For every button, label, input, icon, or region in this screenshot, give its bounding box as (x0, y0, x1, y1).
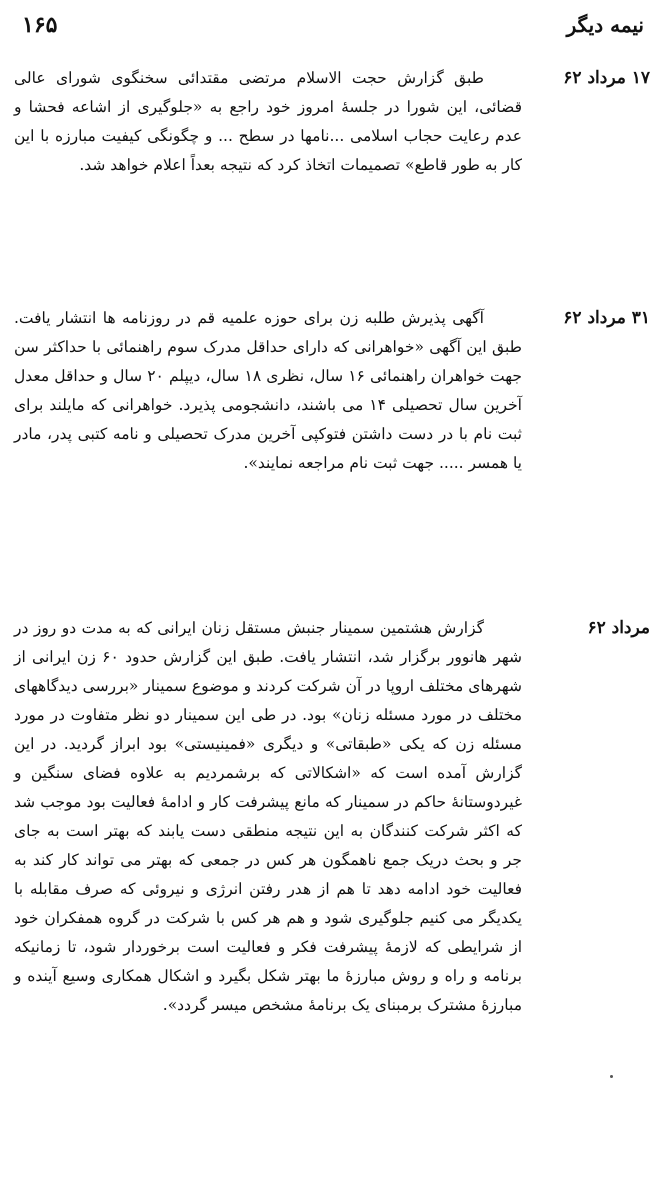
entry-body (14, 304, 522, 478)
entry-date: ۳۱ مرداد ۶۲ (563, 308, 650, 328)
margin-mark (610, 1075, 613, 1078)
entry-date: ۱۷ مرداد ۶۲ (563, 68, 650, 88)
entry-text: طبق گزارش حجت الاسلام مرتضی مقتدائی سخنگوی شورای عالی قضائی، این شورا در جلسهٔ امروز خود راجع به «جلوگیری از اشاعه فحشا و عدم رعایت حجاب اسلامی ...نامها در سطح ... و چگونگی کیفیت مبارزه با این کار به طور قاطع» تصمیمات اتخاذ کرد که نتیجه بعداً اعلام خواهد شد. (14, 69, 522, 174)
entry-date: مرداد ۶۲ (587, 618, 650, 638)
entry-body (14, 64, 522, 180)
entry-body (14, 614, 522, 1020)
page-header (22, 8, 644, 42)
page-number: ۱۶۵ (22, 12, 58, 38)
book-title: نیمه دیگر (566, 13, 644, 37)
entry-text: آگهی پذیرش طلبه زن برای حوزه علمیه قم در روزنامه ها انتشار یافت. طبق این آگهی «خواهرانی که دارای حداقل مدرک سوم راهنمائی با حداکثر سن جهت خواهران راهنمائی ۱۶ سال، نظری ۱۸ سال، دیپلم ۲۰ سال و حداقل معدل آخرین سال تحصیلی ۱۴ می باشند، دانشجومی پذیرد. خواهرانی که مایلند برای ثبت نام با در دست داشتن فتوکپی آخرین مدرک تحصیلی و نامه کتبی پدر، مادر یا همسر ..... جهت ثبت نام مراجعه نمایند». (14, 309, 522, 472)
entry-text: گزارش هشتمین سمینار جنبش مستقل زنان ایرانی که به مدت دو روز در شهر هانوور برگزار شد، انتشار یافت. طبق این گزارش حدود ۶۰ زن ایرانی از شهرهای مختلف اروپا در آن شرکت کردند و موضوع سمینار «بررسی دیدگاههای مختلف در مورد مسئله زنان» بود. در طی این سمینار دو نظر متفاوت در مورد مسئله زن که یکی «طبقاتی» و دیگری «فمینیستی» بود ابراز گردید. در این گزارش آمده است که «اشکالاتی که برشمردیم به علاوه فضای سنگین و غیردوستانهٔ حاکم در سمینار که مانع پیشرفت کار و ادامهٔ فعالیت بود موجب شد که اکثر شرکت کنندگان به این نتیجه منطقی دست یابند که بهتر است به جای جر و بحث دریک جمع ناهمگون هر کس در جمعی که بهتر می تواند کار کند به فعالیت خود ادامه دهد تا هم از هدر رفتن انرژی و نیروئی که صرف مقابله با یکدیگر می کنیم جلوگیری شود و هم هر کس با شرکت در گروه همفکران خود از شرایطی که لازمهٔ پیشرفت فکر و فعالیت است برخوردار شود، تا زمانیکه برنامه و راه و روش مبارزهٔ ما بهتر شکل بگیرد و اشکال همکاری وسیع آینده و مبارزهٔ مشترک برمبنای یک برنامهٔ مشخص میسر گردد». (14, 619, 522, 1014)
